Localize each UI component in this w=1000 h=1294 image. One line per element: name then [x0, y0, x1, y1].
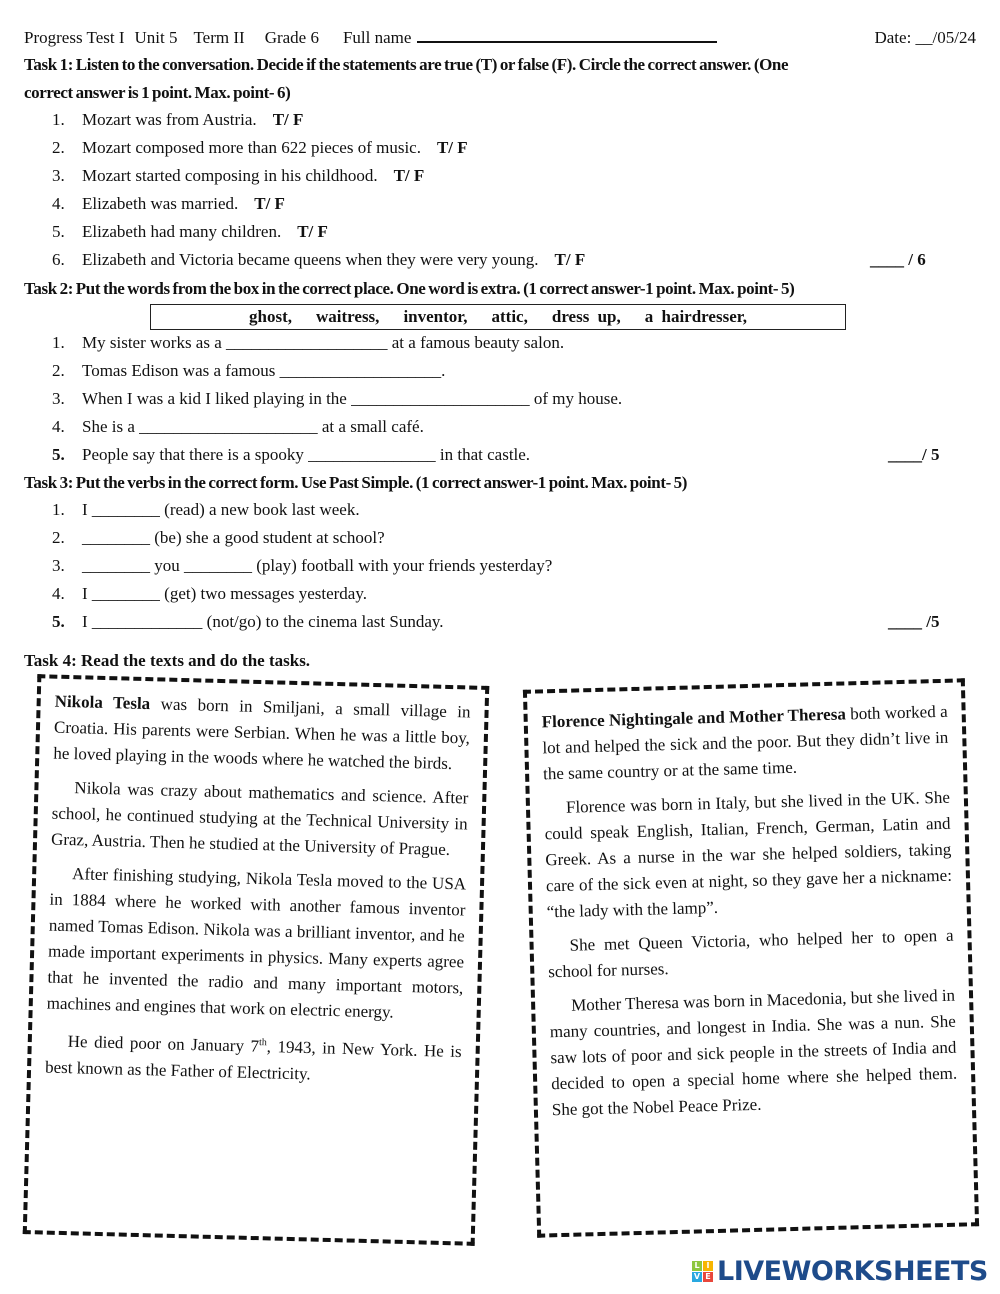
- question-number: 4.: [52, 417, 65, 436]
- question-text[interactable]: ________ you ________ (play) football with your friends yesterday?: [82, 556, 553, 575]
- question-item: [52, 250, 585, 270]
- question-item: [52, 194, 285, 214]
- task3-title: Task 3: Put the verbs in the correct form. Use Past Simple. (1 correct answer-1 point. Max. point- 5): [24, 473, 688, 492]
- question-item: [52, 166, 424, 186]
- question-number: 3.: [52, 556, 65, 575]
- question-item: [52, 389, 622, 409]
- question-item: [52, 333, 564, 353]
- true-false-choice[interactable]: T/ F: [554, 250, 586, 269]
- question-number: 5.: [52, 445, 65, 464]
- question-item: [52, 110, 303, 130]
- question-number: 1.: [52, 500, 65, 519]
- word: dress up,: [551, 307, 621, 326]
- nightingale-names: Florence Nightingale and Mother Theresa: [541, 704, 847, 732]
- task1-title-cont: correct answer is 1 point. Max. point- 6): [24, 83, 291, 102]
- true-false-choice[interactable]: T/ F: [254, 194, 285, 213]
- nightingale-p2: Florence was born in Italy, but she lived in the UK. She could speak English, Italian, French, German, Latin and Greek. As a nurse in the war she helped soldiers, taking care of the sick even at night, so they gave her a nickname: “the lady with the lamp”.: [544, 787, 953, 922]
- true-false-choice[interactable]: T/ F: [297, 222, 328, 241]
- header: [24, 27, 976, 48]
- question-number: 3.: [52, 389, 65, 408]
- logo-icon: [692, 1261, 713, 1282]
- tesla-text-box: [23, 674, 490, 1246]
- question-text[interactable]: I ________ (get) two messages yesterday.: [82, 584, 367, 603]
- question-item: [52, 445, 530, 465]
- question-number: 2.: [52, 138, 65, 157]
- question-text[interactable]: Mozart started composing in his childhood.: [82, 166, 378, 185]
- question-number: 5.: [52, 222, 65, 241]
- question-text[interactable]: Mozart was from Austria.: [82, 110, 257, 129]
- nightingale-text-box: [523, 678, 979, 1237]
- logo-letter: I: [703, 1261, 713, 1271]
- question-text[interactable]: Mozart composed more than 622 pieces of music.: [82, 138, 421, 157]
- task2-title: Task 2: Put the words from the box in the correct place. One word is extra. (1 correct answer-1 point. Max. point- 5): [24, 279, 795, 298]
- nightingale-p1: both worked a lot and helped the sick and the poor. But they didn’t live in the same country or at the same time.: [542, 701, 949, 784]
- question-text[interactable]: Tomas Edison was a famous ___________________.: [82, 361, 446, 380]
- question-item: [52, 361, 445, 381]
- question-text[interactable]: Elizabeth had many children.: [82, 222, 282, 241]
- term-label: Term II: [193, 28, 245, 47]
- tesla-p1: was born in Smiljani, a small village in Croatia. His parents were Serbian. When he was a little boy, he loved playing in the woods where he watched the birds.: [53, 694, 471, 774]
- true-false-choice[interactable]: T/ F: [393, 166, 425, 185]
- question-text[interactable]: I ________ (read) a new book last week.: [82, 500, 360, 519]
- question-text[interactable]: Elizabeth was married.: [82, 194, 239, 213]
- question-item: [52, 584, 367, 604]
- question-item: [52, 528, 385, 548]
- logo-text: LIVEWORKSHEETS: [717, 1256, 988, 1287]
- question-number: 3.: [52, 166, 65, 185]
- tesla-p4: He died poor on January 7: [67, 1031, 260, 1056]
- question-number: 1.: [52, 110, 65, 129]
- word: waitress,: [316, 307, 380, 326]
- question-text[interactable]: I _____________ (not/go) to the cinema last Sunday.: [82, 612, 444, 631]
- tesla-name: Nikola Tesla: [54, 691, 151, 714]
- question-number: 4.: [52, 194, 65, 213]
- full-name-label: Full name: [342, 28, 412, 47]
- nightingale-p3: She met Queen Victoria, who helped her to open a school for nurses.: [548, 925, 954, 982]
- question-item: [52, 612, 444, 632]
- test-title: Progress Test I: [24, 28, 125, 47]
- tesla-p4b: , 1943, in New York. He is best known as the Father of Electricity.: [44, 1036, 462, 1084]
- unit-label: Unit 5: [134, 28, 178, 47]
- score-field: ____ / 6: [870, 250, 926, 269]
- task1-title: Task 1: Listen to the conversation. Decide if the statements are true (T) or false (F). Circle the correct answer. (One: [24, 55, 789, 74]
- word: inventor,: [403, 307, 468, 326]
- full-name-field[interactable]: [417, 27, 717, 43]
- true-false-choice[interactable]: T/ F: [272, 110, 304, 129]
- question-number: 5.: [52, 612, 65, 631]
- question-item: [52, 500, 360, 520]
- logo-letter: V: [693, 1272, 701, 1281]
- word: a hairdresser,: [644, 307, 747, 326]
- logo-letter: L: [692, 1261, 702, 1271]
- question-text[interactable]: My sister works as a ___________________ at a famous beauty salon.: [82, 333, 565, 352]
- question-text[interactable]: ________ (be) she a good student at school?: [82, 528, 385, 547]
- question-number: 2.: [52, 528, 65, 547]
- logo-letter: E: [703, 1272, 713, 1282]
- liveworksheets-logo: [692, 1256, 988, 1287]
- question-item: [52, 556, 552, 576]
- question-item: [52, 222, 328, 242]
- word: attic,: [491, 307, 528, 326]
- grade-label: Grade 6: [264, 28, 319, 47]
- word: ghost,: [249, 307, 292, 326]
- question-item: [52, 417, 424, 437]
- score-field: ____/ 5: [888, 445, 940, 464]
- question-text[interactable]: She is a _____________________ at a small café.: [82, 417, 424, 436]
- question-item: [52, 138, 468, 158]
- question-text[interactable]: People say that there is a spooky _______________ in that castle.: [82, 445, 531, 464]
- question-number: 2.: [52, 361, 65, 380]
- nightingale-p4: Mother Theresa was born in Macedonia, but she lived in many countries, and longest in India. She was a nun. She saw lots of poor and sick people in the streets of India and decided to open a special home where she helped them. She got the Nobel Peace Prize.: [549, 985, 958, 1120]
- tesla-p2: Nikola was crazy about mathematics and science. After school, he continued studying at the Technical University in Graz, Austria. Then he studied at the University of Prague.: [50, 778, 469, 860]
- task4-title: Task 4: Read the texts and do the tasks.: [24, 651, 311, 670]
- date-label: Date: __/05/24: [874, 28, 976, 47]
- tesla-p3: After finishing studying, Nikola Tesla moved to the USA in 1884 where he worked with another famous inventor named Tomas Edison. Nikola was a brilliant inventor, and he made important experiments in physics. Many experts agree that he invented the radio and many important motors, machines and engines that work on electric energy.: [46, 864, 467, 1022]
- tesla-sup: th: [258, 1037, 267, 1049]
- true-false-choice[interactable]: T/ F: [436, 138, 468, 157]
- question-text[interactable]: When I was a kid I liked playing in the _____________________ of my house.: [82, 389, 623, 408]
- question-number: 1.: [52, 333, 65, 352]
- score-field: ____ /5: [888, 612, 940, 631]
- word-box: [150, 304, 846, 330]
- question-text[interactable]: Elizabeth and Victoria became queens when they were very young.: [82, 250, 539, 269]
- question-number: 4.: [52, 584, 65, 603]
- question-number: 6.: [52, 250, 65, 269]
